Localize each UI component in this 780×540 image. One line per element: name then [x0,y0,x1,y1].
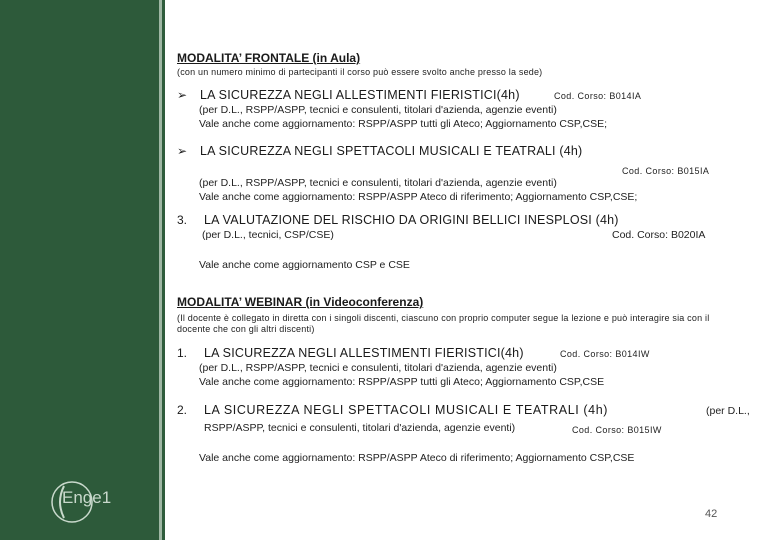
course-audience: (per D.L., RSPP/ASPP, tecnici e consulenti, titolari d'azienda, agenzie eventi) [199,177,557,189]
course-audience: (per D.L., RSPP/ASPP, tecnici e consulenti, titolari d'azienda, agenzie eventi) [199,362,557,374]
course-code: Cod. Corso: B014IW [560,349,650,359]
course-marker: 1. [177,346,188,360]
sidebar-inner [0,0,162,540]
course-audience: RSPP/ASPP, tecnici e consulenti, titolari d'azienda, agenzie eventi) [204,422,516,434]
course-audience: (per D.L., RSPP/ASPP, tecnici e consulenti, titolari d'azienda, agenzie eventi) [199,104,557,116]
course-marker: 3. [177,213,188,227]
course-title-suffix: (per D.L., [706,405,750,417]
sidebar-panel [0,0,165,540]
section-note-webinar: (Il docente è collegato in diretta con i singoli discenti, ciascuno con proprio computer segue la lezione e può interagire sia con il [177,313,710,323]
course-validity: Vale anche come aggiornamento: RSPP/ASPP tutti gli Ateco; Aggiornamento CSP,CSE; [199,118,607,130]
course-audience: (per D.L., tecnici, CSP/CSE) [202,229,334,241]
course-title: LA SICUREZZA NEGLI SPETTACOLI MUSICALI E TEATRALI (4h) [200,144,583,158]
section-title-frontale: MODALITA’ FRONTALE (in Aula) [177,51,361,65]
course-marker: 2. [177,403,188,417]
course-code: Cod. Corso: B015IA [622,166,710,176]
course-title: LA SICUREZZA NEGLI ALLESTIMENTI FIERISTICI(4h) [200,88,520,102]
course-marker: ➢ [177,144,188,158]
course-validity: Vale anche come aggiornamento: RSPP/ASPP Ateco di riferimento; Aggiornamento CSP,CSE; [199,191,638,203]
course-code: Cod. Corso: B020IA [612,229,706,241]
section-title-webinar: MODALITA’ WEBINAR (in Videoconferenza) [177,295,424,309]
section-note-webinar-2: docente che con gli altri discenti) [177,324,315,334]
section-note-frontale: (con un numero minimo di partecipanti il corso può essere svolto anche presso la sede) [177,67,543,77]
course-title: LA SICUREZZA NEGLI ALLESTIMENTI FIERISTICI(4h) [204,346,524,360]
course-code: Cod. Corso: B015IW [572,425,662,435]
page-number: 42 [705,508,718,520]
course-title: LA SICUREZZA NEGLI SPETTACOLI MUSICALI E TEATRALI (4h) [204,403,609,417]
course-marker: ➢ [177,88,188,102]
course-validity: Vale anche come aggiornamento: RSPP/ASPP Ateco di riferimento; Aggiornamento CSP,CSE [199,452,635,464]
course-code: Cod. Corso: B014IA [554,91,642,101]
logo-text: Enge1 [62,488,112,507]
course-validity: Vale anche come aggiornamento: RSPP/ASPP tutti gli Ateco; Aggiornamento CSP,CSE [199,376,605,388]
course-title: LA VALUTAZIONE DEL RISCHIO DA ORIGINI BELLICI INESPLOSI (4h) [204,213,619,227]
course-validity: Vale anche come aggiornamento CSP e CSE [199,259,410,271]
